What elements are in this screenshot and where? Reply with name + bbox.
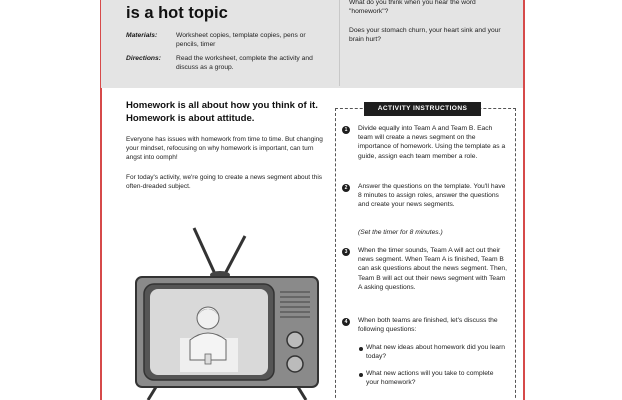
header-question-1: What do you think when you hear the word "homework"? [349, 0, 476, 15]
materials-label: Materials: [126, 32, 158, 39]
page-title: is a hot topic [126, 4, 228, 22]
tv-svg [128, 222, 328, 400]
step-text-3: When the timer sounds, Team A will act out their news segment. When Team A is finished, Team B can ask questions about the news segment. Then, Team B will act out their news segment with Team A asking questions. [358, 247, 507, 291]
activity-label: ACTIVITY INSTRUCTIONS [364, 102, 481, 116]
intro-paragraph-2: For today's activity, we're going to create a news segment about this often-dreaded subject. [126, 174, 323, 190]
bullet-dot-1 [359, 347, 363, 351]
materials-value: Worksheet copies, template copies, pens or pencils, timer [176, 32, 306, 48]
tv-leg-left [148, 387, 156, 400]
tv-antenna-right [225, 236, 245, 274]
tv-dial-1 [287, 332, 303, 348]
discussion-question-1: What new ideas about homework did you learn today? [366, 344, 506, 361]
page-border-right [523, 0, 525, 400]
tv-leg-right [298, 387, 306, 400]
header-question-2: Does your stomach churn, your heart sink and your brain hurt? [349, 27, 501, 43]
step-text-2: Answer the questions on the template. You'll have 8 minutes to assign roles, answer the questions and create your news segments. [358, 183, 506, 209]
step-note-2: (Set the timer for 8 minutes.) [358, 229, 443, 236]
anchor-microphone [205, 354, 211, 364]
directions-label: Directions: [126, 55, 161, 62]
tv-antenna-left [194, 228, 215, 274]
intro-heading: Homework is all about how you think of it. Homework is about attitude. [126, 100, 318, 124]
discussion-question-2: What new actions will you take to complete your homework? [366, 370, 494, 387]
header-divider [339, 0, 340, 86]
tv-dial-2 [287, 356, 303, 372]
tv-illustration [128, 222, 328, 400]
directions-value: Read the worksheet, complete the activity and discuss as a group. [176, 55, 313, 71]
step-number-1: 1 [342, 126, 350, 134]
step-text-1: Divide equally into Team A and Team B. Each team will create a news segment on the importance of homework. Using the template as a guide, assign each team member a role. [358, 125, 506, 160]
step-number-2: 2 [342, 184, 350, 192]
step-number-4: 4 [342, 318, 350, 326]
intro-paragraph-1: Everyone has issues with homework from time to time. But changing your mindset, refocusing on why homework is important, can turn angst into oomph! [126, 136, 323, 161]
step-number-3: 3 [342, 248, 350, 256]
bullet-dot-2 [359, 373, 363, 377]
anchor-head [197, 307, 219, 329]
step-text-4: When both teams are finished, let's discuss the following questions: [358, 317, 498, 334]
